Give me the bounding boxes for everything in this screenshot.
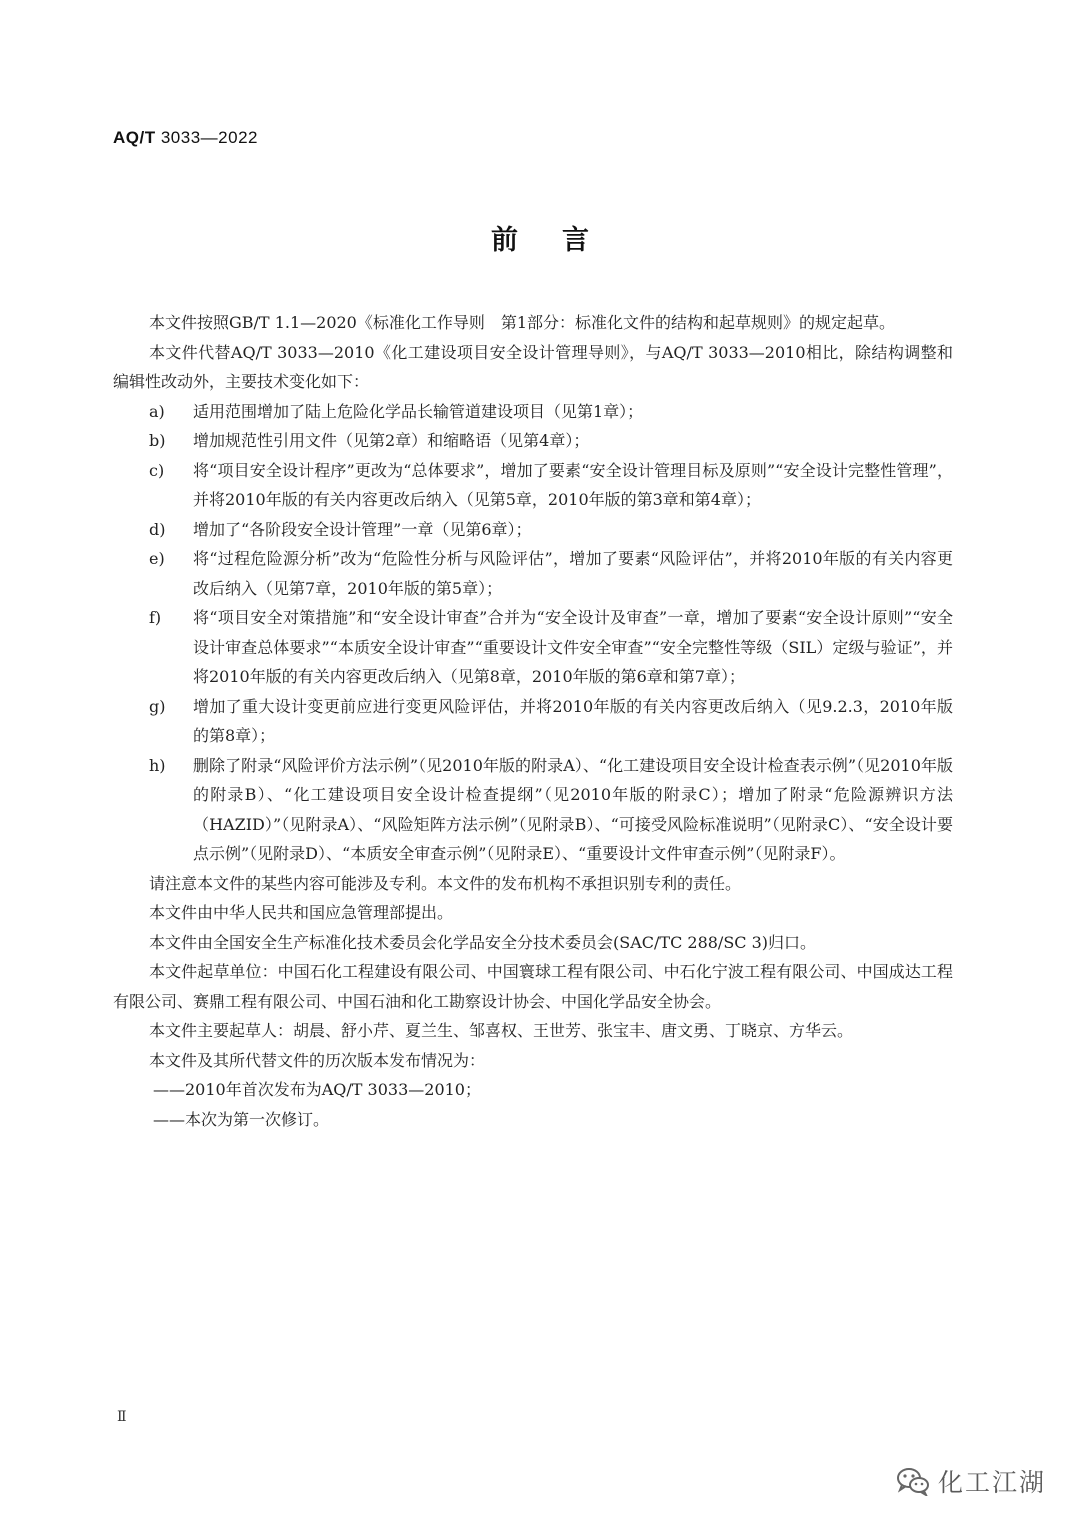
list-item xyxy=(113,544,953,603)
history-entry: ——本次为第一次修订。 xyxy=(153,1109,330,1129)
standard-number xyxy=(113,128,258,148)
drafting-units: 本文件起草单位：中国石化工程建设有限公司、中国寰球工程有限公司、中石化宁波工程有限公司、中国成达工程有限公司、赛鼎工程有限公司、中国石油和化工勘察设计协会、中国化学品安全协会。 xyxy=(113,962,953,1011)
list-marker: h) xyxy=(149,755,166,775)
standard-year: 3033—2022 xyxy=(160,128,258,147)
list-marker: a) xyxy=(149,401,165,421)
list-item xyxy=(113,426,953,456)
wechat-icon xyxy=(896,1466,930,1496)
page-number: Ⅱ xyxy=(117,1409,127,1425)
list-item xyxy=(113,456,953,515)
list-item-text: 将“项目安全对策措施”和“安全设计审查”合并为“安全设计及审查”一章，增加了要素“安全设计原则”“安全设计审查总体要求”“本质安全设计审查”“重要设计文件安全审查”“安全完整性等级（SIL）定级与验证”，并将2010年版的有关内容更改后纳入（见第8章，2010年版的第6章和第7章）； xyxy=(193,608,953,686)
list-item-text: 增加规范性引用文件（见第2章）和缩略语（见第4章）； xyxy=(193,431,590,450)
list-marker: f) xyxy=(149,608,162,627)
watermark xyxy=(896,1463,1046,1499)
history-intro: 本文件及其所代替文件的历次版本发布情况为： xyxy=(149,1050,486,1070)
list-item-text: 增加了“各阶段安全设计管理”一章（见第6章）； xyxy=(193,519,532,539)
list-marker: d) xyxy=(149,519,166,539)
list-item xyxy=(113,751,953,869)
list-marker: e) xyxy=(149,549,165,568)
standard-code: AQ/T xyxy=(113,128,156,147)
page-title: 前言 xyxy=(491,225,633,256)
watermark-text: 化工江湖 xyxy=(937,1468,1046,1497)
list-marker: g) xyxy=(149,696,166,716)
list-item-text: 删除了附录“风险评价方法示例”（见2010年版的附录A）、“化工建设项目安全设计检查表示例”（见2010年版的附录B）、“化工建设项目安全设计检查提纲”（见2010年版的附录C）；增加了附录“危险源辨识方法（HAZID）”（见附录A）、“风险矩阵方法示例”（见附录B）、“可接受风险标准说明”（见附录C）、“安全设计要点示例”（见附录D）、“本质安全审查示例”（见附录E）、“重要设计文件审查示例”（见附录F）。 xyxy=(193,755,953,863)
list-item xyxy=(113,692,953,751)
list-item xyxy=(113,515,953,545)
foreword-body xyxy=(113,308,953,1134)
list-item-text: 增加了重大设计变更前应进行变更风险评估，并将2010年版的有关内容更改后纳入（见9.2.3，2010年版的第8章）； xyxy=(193,696,953,745)
list-item xyxy=(113,397,953,427)
list-marker: c) xyxy=(149,460,165,480)
list-item-text: 适用范围增加了陆上危险化学品长输管道建设项目（见第1章）； xyxy=(193,401,644,421)
replacement-paragraph: 本文件代替AQ/T 3033—2010《化工建设项目安全设计管理导则》，与AQ/T 3033—2010相比，除结构调整和编辑性改动外，主要技术变化如下： xyxy=(113,342,953,391)
patent-notice: 请注意本文件的某些内容可能涉及专利。本文件的发布机构不承担识别专利的责任。 xyxy=(149,873,742,893)
list-item-text: 将“项目安全设计程序”更改为“总体要求”，增加了要素“安全设计管理目标及原则”“安全设计完整性管理”，并将2010年版的有关内容更改后纳入（见第5章，2010年版的第3章和第4章）； xyxy=(193,460,953,509)
centralized-statement: 本文件由全国安全生产标准化技术委员会化学品安全分技术委员会(SAC/TC 288/SC 3)归口。 xyxy=(149,932,817,952)
list-item-text: 将“过程危险源分析”改为“危险性分析与风险评估”，增加了要素“风险评估”，并将2010年版的有关内容更改后纳入（见第7章，2010年版的第5章）； xyxy=(193,549,953,598)
proposer-statement: 本文件由中华人民共和国应急管理部提出。 xyxy=(149,903,454,922)
list-marker: b) xyxy=(149,431,166,450)
history-entry: ——2010年首次发布为AQ/T 3033—2010； xyxy=(153,1080,481,1099)
list-item xyxy=(113,603,953,692)
intro-paragraph: 本文件按照GB/T 1.1—2020《标准化工作导则 第1部分：标准化文件的结构和起草规则》的规定起草。 xyxy=(149,313,896,332)
drafters: 本文件主要起草人：胡晨、舒小芹、夏兰生、邹喜权、王世芳、张宝丰、唐文勇、丁晓京、方华云。 xyxy=(149,1021,854,1040)
